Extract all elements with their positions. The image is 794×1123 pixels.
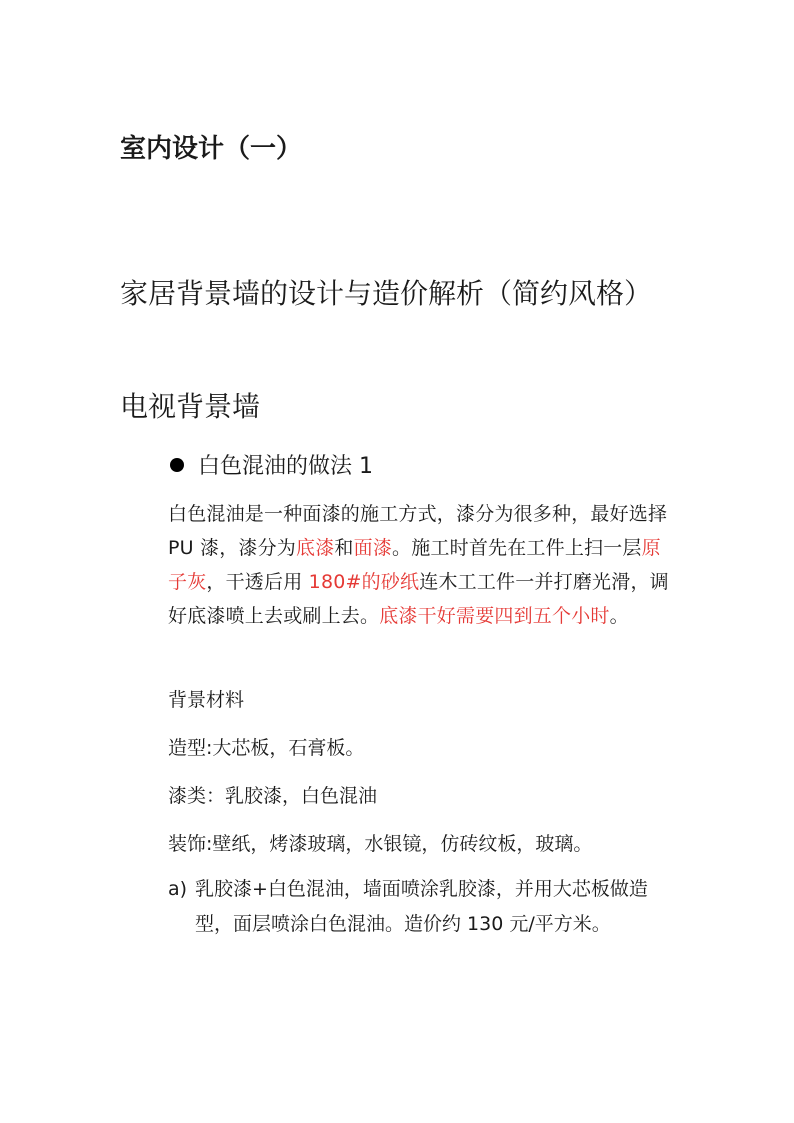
materials-paint: 漆类：乳胶漆，白色混油 bbox=[168, 785, 378, 807]
highlight-text: 原子灰 bbox=[168, 537, 661, 593]
bullet-label: 白色混油的做法 1 bbox=[198, 454, 373, 479]
highlight-text: 面漆 bbox=[353, 537, 393, 559]
section-heading: 电视背景墙 bbox=[120, 390, 261, 423]
bullet-dot-icon bbox=[170, 458, 184, 472]
body-paragraph bbox=[168, 497, 672, 633]
highlight-text: 底漆干好需要四到五个小时 bbox=[379, 605, 610, 627]
paragraph-text: 和 bbox=[334, 537, 354, 559]
bullet-item bbox=[168, 449, 373, 480]
document-title: 室内设计（一） bbox=[120, 134, 303, 164]
materials-shape: 造型:大芯板，石膏板。 bbox=[168, 737, 365, 759]
highlight-text: 180#的砂纸 bbox=[308, 571, 420, 593]
paragraph-text: 。 bbox=[609, 605, 629, 627]
materials-decor: 装饰:壁纸，烤漆玻璃，水银镜，仿砖纹板，玻璃。 bbox=[168, 833, 593, 855]
highlight-text: 底漆 bbox=[296, 537, 335, 559]
article-subtitle: 家居背景墙的设计与造价解析（简约风格） bbox=[120, 277, 653, 310]
paragraph-text: 。施工时首先在工件上扫一层 bbox=[392, 537, 642, 559]
paragraph-text: ，干透后用 bbox=[206, 571, 309, 593]
list-marker: a) bbox=[168, 878, 188, 900]
paragraph-text: 连木工工件一并打磨光滑，调好底漆喷上去或刷上去。 bbox=[168, 571, 669, 627]
paragraph-text: 白色混油是一种面漆的施工方式，漆分为很多种，最好选择 PU 漆，漆分为 bbox=[168, 503, 668, 559]
list-item-a bbox=[168, 872, 678, 942]
list-item-text: 乳胶漆+白色混油，墙面喷涂乳胶漆，并用大芯板做造型，面层喷涂白色混油。造价约 130 元/平方米。 bbox=[195, 878, 648, 935]
materials-heading: 背景材料 bbox=[168, 689, 245, 711]
